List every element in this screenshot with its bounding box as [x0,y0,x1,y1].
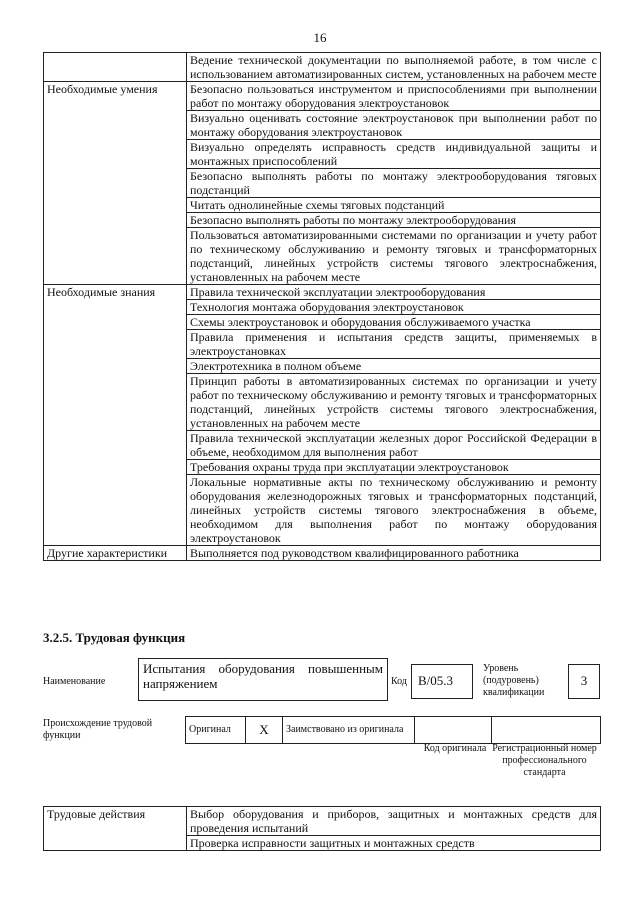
borrowed-label: Заимствовано из оригинала [283,717,415,744]
item-cell: Безопасно пользоваться инструментом и приспособлениями при выполнении работ по монтажу оборудования электроустановок [187,82,601,111]
item-cell: Требования охраны труда при эксплуатации электроустановок [187,460,601,475]
page-number: 16 [313,30,327,45]
item-cell: Безопасно выполнять работы по монтажу электрооборудования [187,213,601,228]
table-row [44,546,601,561]
item-cell: Проверка исправности защитных и монтажных средств [187,836,601,851]
origin-label: Происхождение трудовой функции [43,718,153,741]
section-title: 3.2.5. Трудовая функция [43,630,186,645]
item-cell: Локальные нормативные акты по техническому обслуживанию и ремонту оборудования железнодорожных тяговых и трансформаторных подстанций, линейных устройств системы тягового электроснабжения в объеме, необходимом для выполнения работ по монтажу оборудования электроустановок [187,475,601,546]
table-row [44,807,601,836]
category-cell: Другие характеристики [44,546,187,561]
category-cell: Необходимые умения [44,82,187,285]
labor-actions-table [43,806,601,851]
item-cell: Технология монтажа оборудования электроустановок [187,300,601,315]
name-label: Наименование [43,676,106,687]
code-label: Код [391,676,407,687]
code-original-label: Код оригинала [423,743,487,754]
code-original-cell [415,717,492,744]
item-cell: Читать однолинейные схемы тяговых подстанций [187,198,601,213]
original-label: Оригинал [186,717,246,744]
item-cell: Правила технической эксплуатации железных дорог Российской Федерации в объеме, необходимом для выполнения работ [187,431,601,460]
reg-number-cell [492,717,601,744]
origin-table [185,716,601,744]
item-cell: Визуально оценивать состояние электроустановок при выполнении работ по монтажу оборудования электроустановок [187,111,601,140]
item-cell: Схемы электроустановок и оборудования обслуживаемого участка [187,315,601,330]
item-cell: Выбор оборудования и приборов, защитных и монтажных средств для проведения испытаний [187,807,601,836]
table-row [44,82,601,111]
qualification-level-value: 3 [568,664,600,699]
function-name-value: Испытания оборудования повышенным напряжением [138,658,388,701]
item-cell: Визуально определять исправность средств индивидуальной защиты и монтажных приспособлений [187,140,601,169]
item-cell: Ведение технической документации по выполняемой работе, в том числе с использованием автоматизированных систем, установленных на рабочем месте [187,53,601,82]
function-code-value: B/05.3 [411,664,473,699]
category-cell: Необходимые знания [44,285,187,546]
item-cell: Безопасно выполнять работы по монтажу электрооборудования тяговых подстанций [187,169,601,198]
item-cell: Принцип работы в автоматизированных системах по организации и учету работ по техническому обслуживанию и ремонту тяговых и трансформаторных подстанций, линейных устройств системы тягового электроснабжения, установленных на рабочем месте [187,374,601,431]
item-cell: Электротехника в полном объеме [187,359,601,374]
reg-number-label: Регистрационный номер профессионального стандарта [492,743,597,778]
requirements-table [43,52,601,561]
category-cell [44,53,187,82]
item-cell: Пользоваться автоматизированными системами по организации и учету работ по техническому обслуживанию и ремонту тяговых и трансформаторных подстанций, линейных устройств системы тягового электроснабжения, установленных на рабочем месте [187,228,601,285]
table-row [44,53,601,82]
item-cell: Выполняется под руководством квалифицированного работника [187,546,601,561]
category-cell: Трудовые действия [44,807,187,851]
qualification-level-label: Уровень (подуровень) квалификации [483,663,545,698]
table-row [44,285,601,300]
original-mark: X [246,717,283,744]
item-cell: Правила технической эксплуатации электрооборудования [187,285,601,300]
item-cell: Правила применения и испытания средств защиты, применяемых в электроустановках [187,330,601,359]
